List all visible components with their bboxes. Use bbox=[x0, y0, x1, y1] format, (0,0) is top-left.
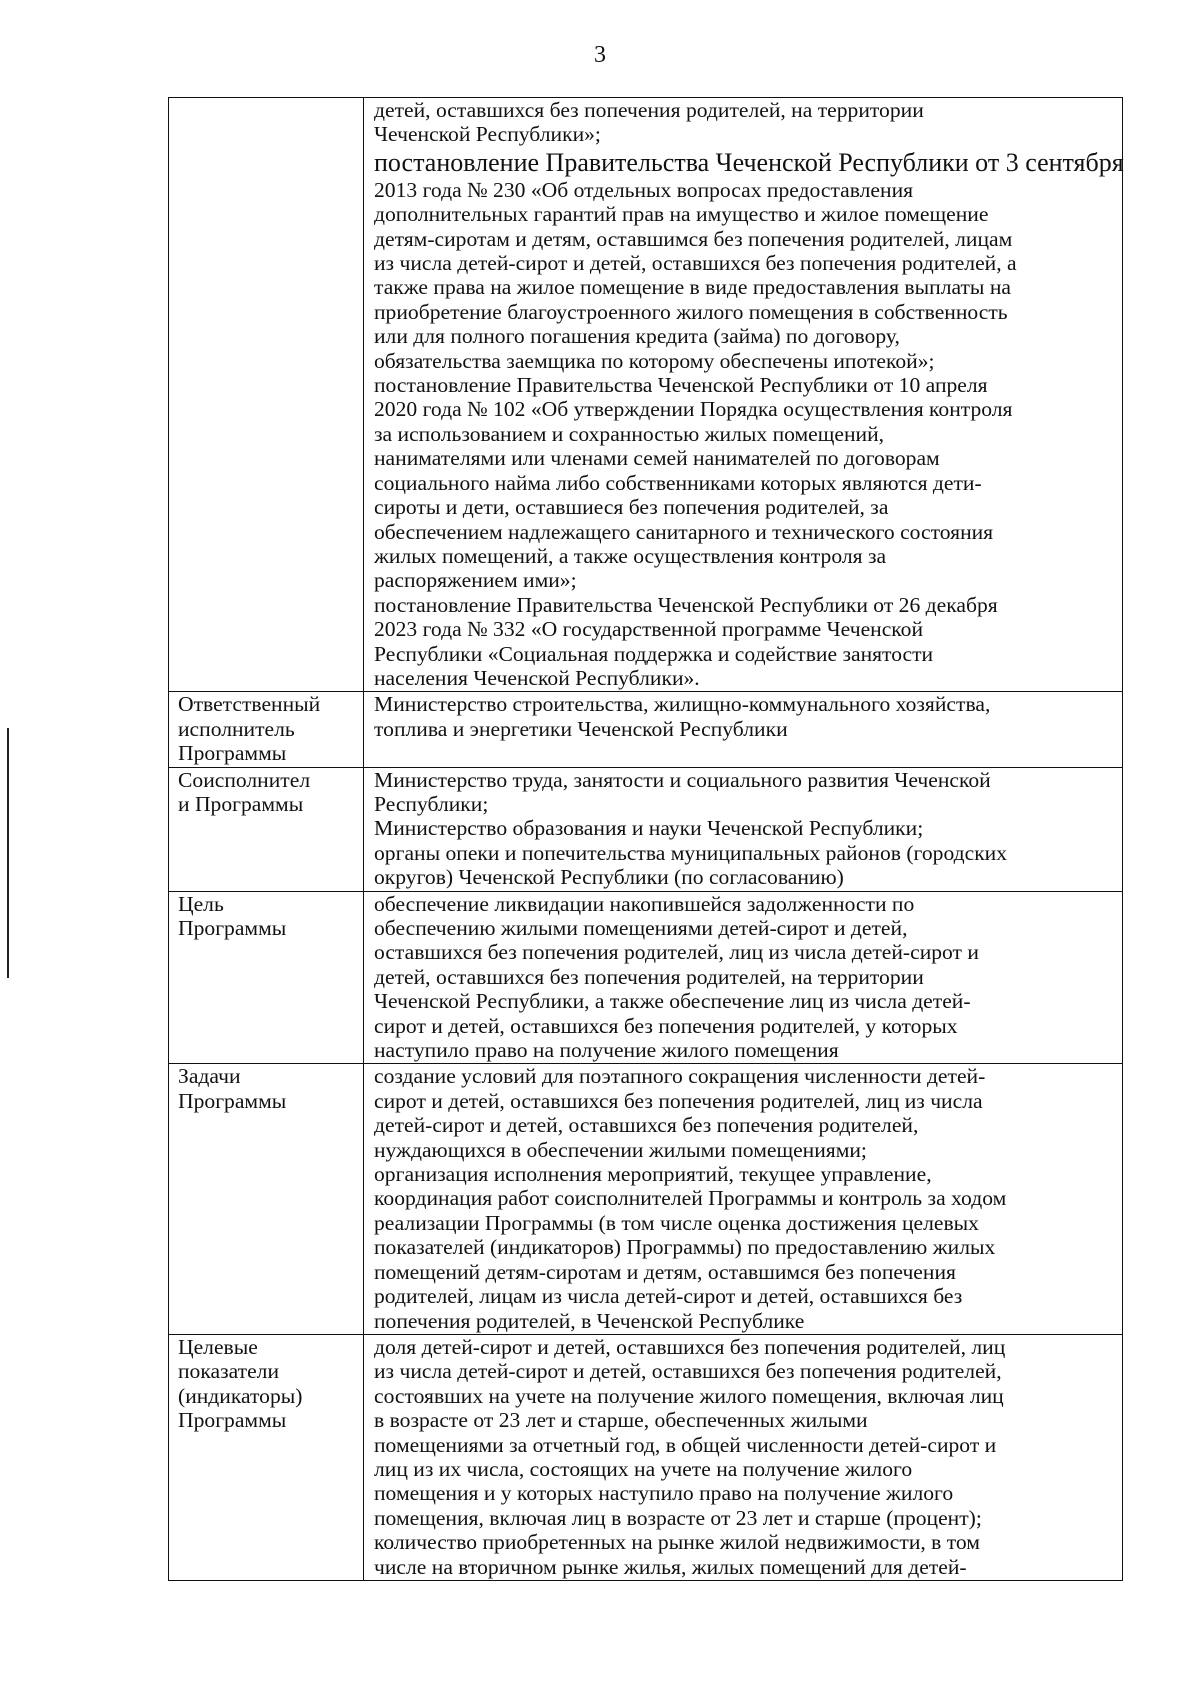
row-content-line: населения Чеченской Республики». bbox=[374, 665, 700, 690]
row-content-line: помещениями за отчетный год, в общей численности детей-сирот и bbox=[374, 1432, 997, 1457]
row-content-cell bbox=[364, 891, 1123, 1064]
row-content-line: наступило право на получение жилого помещения bbox=[374, 1038, 839, 1063]
row-content-line: топлива и энергетики Чеченской Республики bbox=[374, 716, 788, 741]
row-content-cell bbox=[364, 692, 1123, 767]
row-content-line: Чеченской Республики»; bbox=[374, 122, 601, 147]
row-label-line: Ответственный bbox=[178, 692, 321, 717]
row-content-cell bbox=[364, 1334, 1123, 1580]
row-label-line: Программы bbox=[178, 1088, 287, 1113]
row-content-line: 2020 года № 102 «Об утверждении Порядка осуществления контроля bbox=[374, 397, 1013, 422]
row-label-cell bbox=[169, 98, 364, 692]
row-label-line: Соисполнител bbox=[178, 767, 311, 792]
row-content-line: координация работ соисполнителей Программы и контроль за ходом bbox=[374, 1186, 1007, 1211]
row-content-line: детей, оставшихся без попечения родителей, на территории bbox=[374, 98, 924, 122]
row-content-line: помещения, включая лиц в возрасте от 23 лет и старше (процент); bbox=[374, 1505, 982, 1530]
row-content-line: нуждающихся в обеспечении жилыми помещениями; bbox=[374, 1137, 867, 1162]
row-content-line: постановление Правительства Чеченской Республики от 3 сентября bbox=[374, 147, 1124, 177]
row-content-line: постановление Правительства Чеченской Республики от 26 декабря bbox=[374, 592, 998, 617]
row-label-cell bbox=[169, 1064, 364, 1334]
table-row bbox=[169, 767, 1123, 891]
row-content-line: помещений детям-сиротам и детям, оставшимся без попечения bbox=[374, 1259, 956, 1284]
row-content-line: Республики «Социальная поддержка и содействие занятости bbox=[374, 641, 934, 666]
row-content-line: создание условий для поэтапного сокращения численности детей- bbox=[374, 1064, 986, 1089]
row-content-line: показателей (индикаторов) Программы) по предоставлению жилых bbox=[374, 1235, 996, 1260]
row-label-line: (индикаторы) bbox=[178, 1383, 303, 1408]
row-content-line: детей-сирот и детей, оставшихся без попечения родителей, bbox=[374, 1113, 919, 1138]
row-content-line: за использованием и сохранностью жилых помещений, bbox=[374, 421, 885, 446]
row-content-line: родителей, лицам из числа детей-сирот и детей, оставшихся без bbox=[374, 1284, 963, 1309]
row-label-line: Цель bbox=[178, 891, 224, 916]
row-content-line: дополнительных гарантий прав на имущество и жилое помещение bbox=[374, 202, 989, 227]
row-label-line: и Программы bbox=[178, 791, 304, 816]
row-content-line: из числа детей-сирот и детей, оставшихся без попечения родителей, а bbox=[374, 251, 1017, 276]
row-content-line: доля детей-сирот и детей, оставшихся без попечения родителей, лиц bbox=[374, 1334, 1006, 1359]
row-label-line: Целевые bbox=[178, 1334, 258, 1359]
table-row bbox=[169, 98, 1123, 692]
table-row bbox=[169, 1064, 1123, 1334]
row-label-line: показатели bbox=[178, 1359, 280, 1384]
row-content-line: лиц из их числа, состоящих на учете на получение жилого bbox=[374, 1456, 913, 1481]
row-label-line: Программы bbox=[178, 741, 287, 766]
row-content-cell bbox=[364, 1064, 1123, 1334]
row-content-line: приобретение благоустроенного жилого помещения в собственность bbox=[374, 299, 1008, 324]
row-label-cell bbox=[169, 891, 364, 1064]
row-label-cell bbox=[169, 1334, 364, 1580]
row-label-line: Программы bbox=[178, 916, 287, 940]
table-row bbox=[169, 891, 1123, 1064]
row-content-line: помещения и у которых наступило право на получение жилого bbox=[374, 1481, 954, 1506]
row-content-line: Министерство труда, занятости и социального развития Чеченской bbox=[374, 767, 991, 792]
row-content-line: из числа детей-сирот и детей, оставшихся без попечения родителей, bbox=[374, 1359, 1002, 1384]
row-content-line: детей, оставшихся без попечения родителей, на территории bbox=[374, 964, 924, 989]
row-content-line: социального найма либо собственниками которых являются дети- bbox=[374, 470, 982, 495]
row-content-line: обеспечением надлежащего санитарного и технического состояния bbox=[374, 519, 994, 544]
row-content-line: органы опеки и попечительства муниципальных районов (городских bbox=[374, 840, 1008, 865]
row-content-cell bbox=[364, 767, 1123, 891]
row-label-line: Задачи bbox=[178, 1064, 241, 1089]
row-content-line: постановление Правительства Чеченской Республики от 10 апреля bbox=[374, 373, 988, 398]
row-content-line: попечения родителей, в Чеченской Республике bbox=[374, 1308, 805, 1333]
row-content-line: Республики; bbox=[374, 791, 489, 816]
row-label-cell bbox=[169, 767, 364, 891]
row-content-line: жилых помещений, а также осуществления контроля за bbox=[374, 543, 887, 568]
row-content-line: сирот и детей, оставшихся без попечения родителей, у которых bbox=[374, 1013, 958, 1038]
row-label-cell bbox=[169, 692, 364, 767]
margin-scan-mark bbox=[7, 728, 9, 978]
page-number: 3 bbox=[594, 42, 606, 68]
row-content-line: 2013 года № 230 «Об отдельных вопросах предоставления bbox=[374, 177, 914, 202]
row-content-line: или для полного погашения кредита (займа) по договору, bbox=[374, 324, 900, 349]
row-content-line: нанимателями или членами семей нанимателей по договорам bbox=[374, 446, 940, 471]
row-content-line: округов) Чеченской Республики (по согласованию) bbox=[374, 865, 844, 890]
row-content-line: 2023 года № 332 «О государственной программе Чеченской bbox=[374, 617, 924, 642]
row-content-line: также права на жилое помещение в виде предоставления выплаты на bbox=[374, 275, 1011, 300]
row-content-line: Чеченской Республики, а также обеспечение лиц из числа детей- bbox=[374, 989, 971, 1014]
row-content-line: обязательства заемщика по которому обеспечены ипотекой»; bbox=[374, 348, 935, 373]
row-content-line: детям-сиротам и детям, оставшимся без попечения родителей, лицам bbox=[374, 226, 1013, 251]
table-row bbox=[169, 1334, 1123, 1580]
row-content-line: в возрасте от 23 лет и старше, обеспеченных жилыми bbox=[374, 1408, 868, 1433]
program-passport-table bbox=[168, 97, 1123, 1581]
row-content-line: количество приобретенных на рынке жилой недвижимости, в том bbox=[374, 1530, 980, 1555]
row-content-line: сироты и дети, оставшиеся без попечения родителей, за bbox=[374, 495, 889, 520]
row-content-line: обеспечение ликвидации накопившейся задолженности по bbox=[374, 891, 915, 916]
row-content-line: состоявших на учете на получение жилого помещения, включая лиц bbox=[374, 1383, 1004, 1408]
row-content-line: числе на вторичном рынке жилья, жилых помещений для детей- bbox=[374, 1554, 967, 1579]
row-content-line: сирот и детей, оставшихся без попечения родителей, лиц из числа bbox=[374, 1088, 983, 1113]
row-label-line: исполнитель bbox=[178, 716, 295, 741]
row-content-line: реализации Программы (в том числе оценка достижения целевых bbox=[374, 1210, 979, 1235]
row-content-line: оставшихся без попечения родителей, лиц из числа детей-сирот и bbox=[374, 940, 979, 965]
row-content-line: организация исполнения мероприятий, текущее управление, bbox=[374, 1162, 932, 1187]
row-content-line: распоряжением ими»; bbox=[374, 568, 577, 593]
row-content-line: обеспечению жилыми помещениями детей-сирот и детей, bbox=[374, 916, 908, 940]
row-label-line: Программы bbox=[178, 1408, 287, 1433]
row-content-line: Министерство строительства, жилищно-коммунального хозяйства, bbox=[374, 692, 991, 717]
row-content-line: Министерство образования и науки Чеченской Республики; bbox=[374, 816, 924, 841]
row-content-cell bbox=[364, 98, 1123, 692]
table-row bbox=[169, 692, 1123, 767]
